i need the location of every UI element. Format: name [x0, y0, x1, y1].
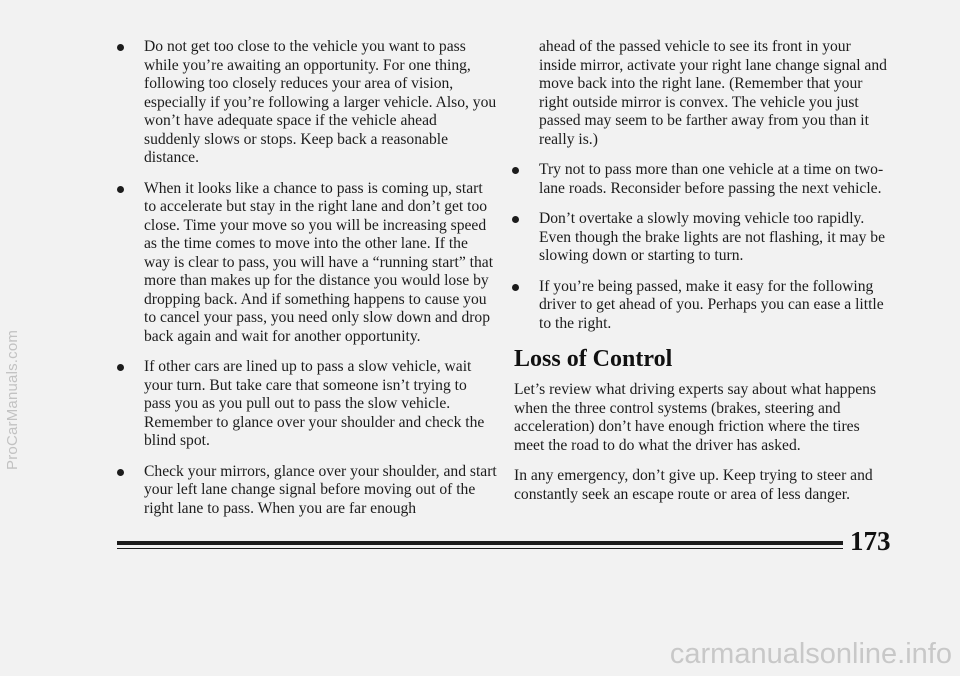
list-item-text: Check your mirrors, glance over your shoulder, and start your left lane change signal before moving out of the right lane to pass. When you are far enough: [144, 462, 497, 517]
bullet-icon: [117, 186, 124, 193]
continued-paragraph: ahead of the passed vehicle to see its front in your inside mirror, activate your right lane change signal and move back into the right lane. (Remember that your right outside mirror is convex. The vehicle you just passed may seem to be farther away from you than it really is.): [539, 38, 887, 148]
paragraph: In any emergency, don’t give up. Keep trying to steer and constantly seek an escape route or area of less danger.: [514, 467, 873, 503]
bullet-icon: [117, 364, 124, 371]
bullet-icon: [117, 469, 124, 476]
bullet-icon: [512, 216, 519, 223]
list-item: [117, 180, 497, 347]
list-item-text: When it looks like a chance to pass is coming up, start to accelerate but stay in the right lane and don’t get too close. Time your move so you will be increasing speed as the time comes to move into the other lane. If the way is clear to pass, you will have a “running start” that more than makes up for the distance you would lose by dropping back. And if something happens to cause you to cancel your pass, you need only slow down and drop back again and wait for another opportunity.: [144, 179, 494, 345]
right-column: [512, 38, 888, 516]
footer-rule-thin: [117, 548, 843, 549]
side-watermark: ProCarManuals.com: [4, 329, 21, 470]
section-heading: Loss of Control: [514, 346, 673, 372]
list-item: [117, 463, 497, 519]
list-item-text: If other cars are lined up to pass a slow vehicle, wait your turn. But take care that someone isn’t trying to pass you as you pull out to pass the slow vehicle. Remember to glance over your shoulder and check the blind spot.: [144, 358, 485, 449]
footer-rule-thick: [117, 541, 843, 545]
bullet-icon: [117, 44, 124, 51]
list-item-text: If you’re being passed, make it easy for the following driver to get ahead of you. Perhaps you can ease a little to the right.: [539, 277, 884, 332]
left-column: [117, 38, 497, 530]
page-number: 173: [850, 526, 891, 556]
list-item: [512, 278, 888, 334]
list-item-text: Don’t overtake a slowly moving vehicle too rapidly. Even though the brake lights are not flashing, it may be slowing down or starting to turn.: [539, 210, 886, 264]
bullet-icon: [512, 167, 519, 174]
list-item: [117, 38, 497, 168]
list-item-text: Do not get too close to the vehicle you want to pass while you’re awaiting an opportunity. For one thing, following too closely reduces your area of vision, especially if you’re following a larger vehicle. Also, you won’t have adequate space if the vehicle ahead suddenly slows or stops. Keep back a reasonable distance.: [144, 38, 497, 166]
list-item: [117, 358, 497, 451]
bottom-watermark: carmanualsonline.info: [669, 638, 952, 670]
paragraph: Let’s review what driving experts say about what happens when the three control systems (brakes, steering and acceleration) don’t have enough friction where the tires meet the road to do what the driver has asked.: [514, 381, 877, 454]
list-item-text: Try not to pass more than one vehicle at a time on two-lane roads. Reconsider before passing the next vehicle.: [539, 161, 884, 197]
list-item: [512, 161, 888, 198]
list-item: [512, 210, 888, 266]
bullet-icon: [512, 284, 519, 291]
